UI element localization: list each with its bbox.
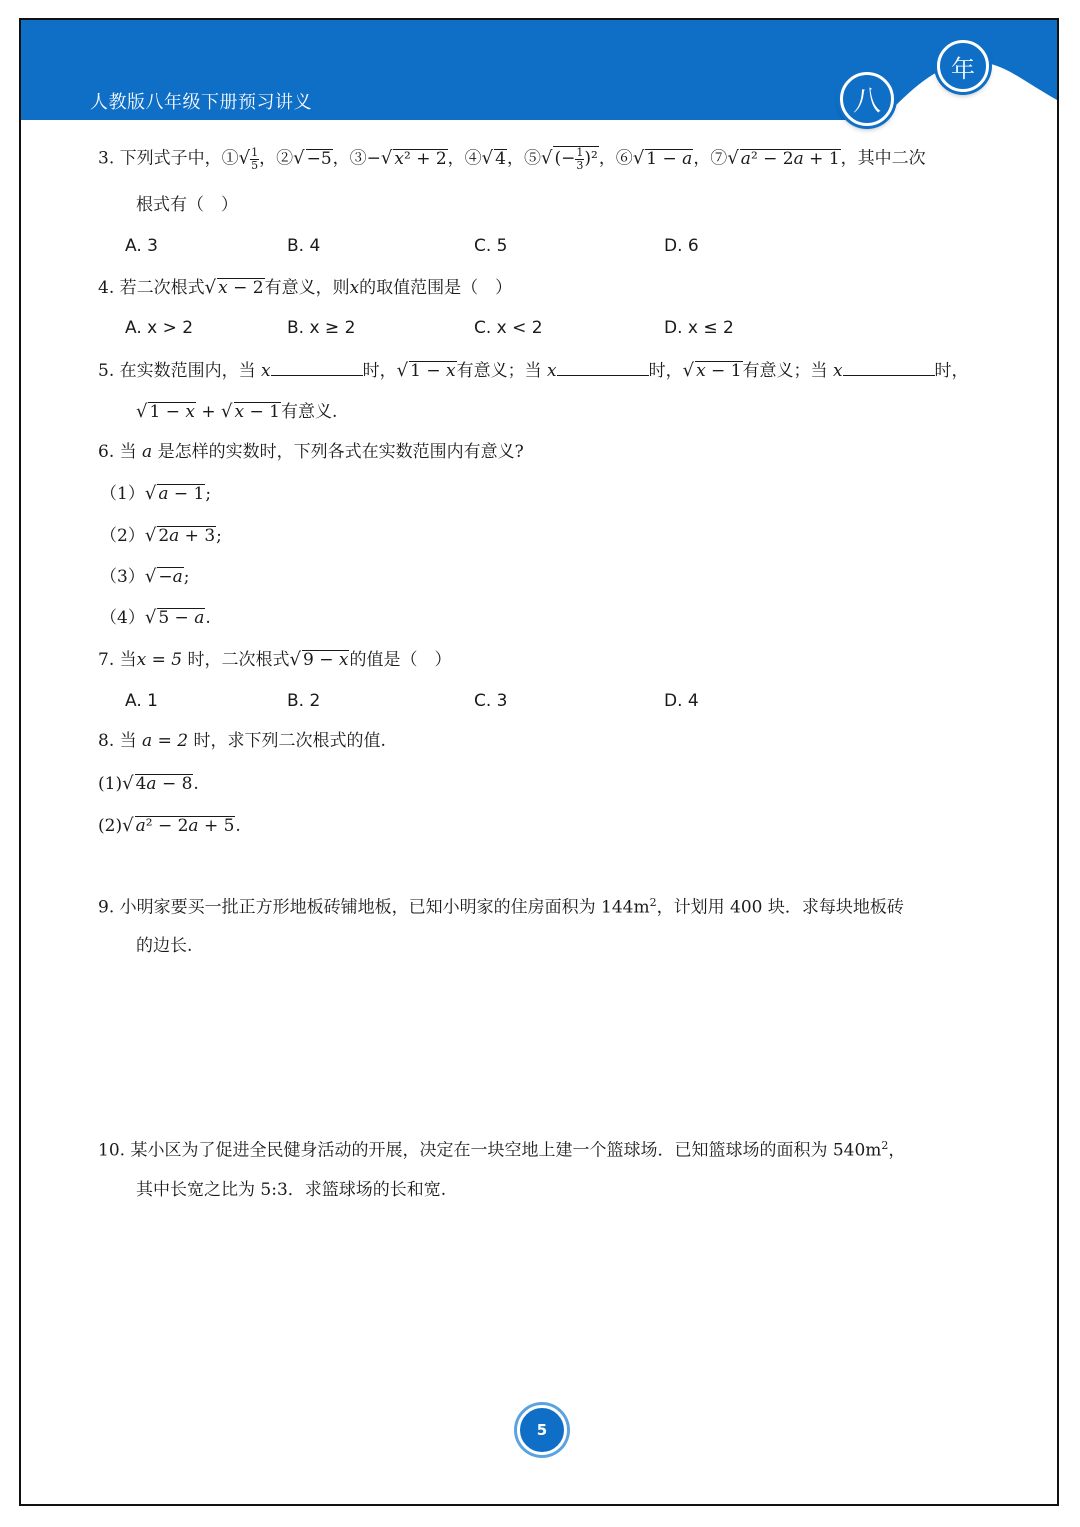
q8-item-2: (2)√ a² − 2a + 5. xyxy=(98,815,241,836)
q6-item-1: （1）√ a − 1; xyxy=(100,483,212,504)
q3-option-b: B. 4 xyxy=(287,236,321,256)
q7-option-c: C. 3 xyxy=(474,691,508,711)
q6-item-2: （2）√ 2a + 3; xyxy=(100,525,222,546)
question-9-line2: 的边长. xyxy=(136,936,193,956)
answer-blank[interactable] xyxy=(557,360,649,376)
fraction: $\frac{1}{5}$ xyxy=(251,146,259,172)
q7-option-a: A. 1 xyxy=(125,691,158,711)
question-8: 8. 当 a = 2 时，求下列二次根式的值. xyxy=(98,731,386,751)
q3-option-c: C. 5 xyxy=(474,236,508,256)
question-6: 6. 当 a 是怎样的实数时，下列各式在实数范围内有意义? xyxy=(98,442,524,462)
question-3: 3. 下列式子中，①√ $\frac{1}{5}$ ，②√ −5，③−√ x² + 2，④√ 4，⑤√ (− $\frac{1}{3}$ )²，⑥√ 1 − a，⑦√ a² − 2a + 1，其中二次 xyxy=(98,146,926,172)
question-5-line2: √ 1 − x + √ x − 1有意义. xyxy=(136,401,338,422)
question-9: 9. 小明家要买一批正方形地板砖铺地板，已知小明家的住房面积为 $144m^2$，计划用 400 块．求每块地板砖 xyxy=(98,896,904,918)
q3-option-a: A. 3 xyxy=(125,236,158,256)
q4-option-a: A. x > 2 xyxy=(125,318,194,338)
q8-item-1: (1)√ 4a − 8. xyxy=(98,773,199,794)
question-10-line2: 其中长宽之比为 5:3．求篮球场的长和宽. xyxy=(136,1180,447,1200)
q4-option-b: B. x ≥ 2 xyxy=(287,318,356,338)
question-7: 7. 当x = 5 时，二次根式√ 9 − x的值是（ ） xyxy=(98,649,452,670)
question-4: 4. 若二次根式√ x − 2有意义，则x的取值范围是（ ） xyxy=(98,277,513,298)
grade-badge: 八 xyxy=(840,72,894,126)
q7-option-d: D. 4 xyxy=(664,691,699,711)
answer-blank[interactable] xyxy=(843,360,935,376)
year-badge: 年 xyxy=(937,40,989,92)
q7-option-b: B. 2 xyxy=(287,691,321,711)
q6-item-3: （3）√ −a; xyxy=(100,566,190,587)
question-5: 5. 在实数范围内，当 x 时，√ 1 − x有意义；当 x 时，√ x − 1有意义；当 x 时， xyxy=(98,360,969,381)
question-3-line2: 根式有（ ） xyxy=(136,195,238,215)
question-10: 10. 某小区为了促进全民健身活动的开展，决定在一块空地上建一个篮球场．已知篮球场的面积为 $540m^2$， xyxy=(98,1139,906,1161)
q3-option-d: D. 6 xyxy=(664,236,699,256)
answer-blank[interactable] xyxy=(271,360,363,376)
q4-option-c: C. x < 2 xyxy=(474,318,543,338)
header-title: 人教版八年级下册预习讲义 xyxy=(90,92,312,113)
q4-option-d: D. x ≤ 2 xyxy=(664,318,734,338)
page-border xyxy=(19,18,1059,1506)
q6-item-4: （4）√ 5 − a. xyxy=(100,607,211,628)
page-number: 5 xyxy=(517,1405,567,1455)
